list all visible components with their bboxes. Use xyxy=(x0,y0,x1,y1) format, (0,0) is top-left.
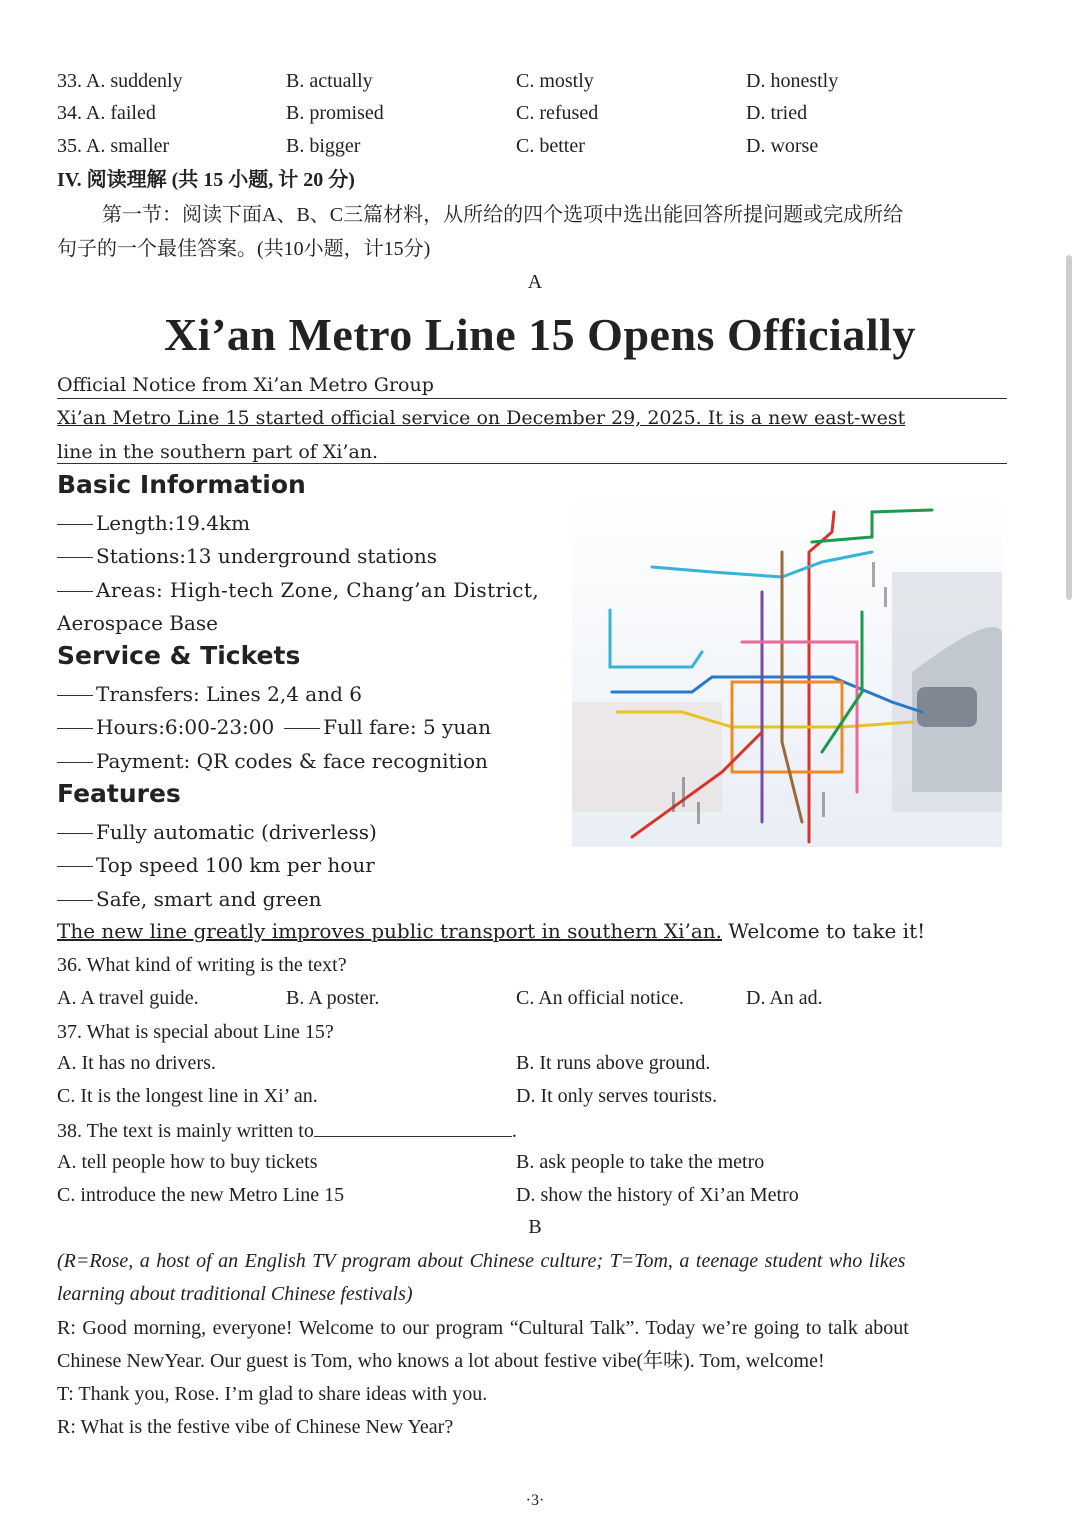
areas-item-cont: Aerospace Base xyxy=(57,611,218,635)
option-b[interactable]: B. actually xyxy=(286,70,373,92)
option-a[interactable]: A. tell people how to buy tickets xyxy=(57,1151,318,1173)
option-b[interactable]: B. It runs above ground. xyxy=(516,1052,711,1074)
question-38-options-row1 xyxy=(57,1151,1017,1177)
option-c[interactable]: C. refused xyxy=(516,102,599,124)
option-b[interactable]: B. bigger xyxy=(286,135,361,157)
notice-text-cont: line in the southern part of Xi’an. xyxy=(57,441,379,463)
option-c[interactable]: C. introduce the new Metro Line 15 xyxy=(57,1184,345,1206)
dash-icon xyxy=(57,866,93,867)
question-37-options-row1 xyxy=(57,1052,1017,1078)
dash-icon xyxy=(57,900,93,901)
dialogue-intro: (R=Rose, a host of an English TV program about Chinese culture; T=Tom, a teenage student who likes xyxy=(57,1250,906,1272)
metro-map-image xyxy=(572,492,1002,847)
transfers-item xyxy=(57,682,362,706)
dash-icon xyxy=(57,833,93,834)
question-34 xyxy=(57,102,1017,128)
hours-text: Hours:6:00-23:00 xyxy=(96,715,275,739)
question-38-stem xyxy=(57,1118,517,1143)
question-36-options xyxy=(57,987,1017,1013)
section-instruction-cont: 句子的一个最佳答案。(共10小题，计15分) xyxy=(57,238,431,260)
fare-text: Full fare: 5 yuan xyxy=(323,715,492,739)
answer-blank[interactable] xyxy=(314,1118,512,1137)
option-a[interactable]: 33. A. suddenly xyxy=(57,70,183,92)
closing-line xyxy=(57,919,925,943)
option-b[interactable]: B. ask people to take the metro xyxy=(516,1151,765,1173)
page-number: ·3· xyxy=(525,1492,545,1509)
option-b[interactable]: B. promised xyxy=(286,102,384,124)
option-d[interactable]: D. honestly xyxy=(746,70,839,92)
question-38-text: 38. The text is mainly written to xyxy=(57,1120,314,1142)
option-d[interactable]: D. worse xyxy=(746,135,819,157)
dash-icon xyxy=(57,762,93,763)
passage-letter: B xyxy=(528,1216,542,1238)
option-a[interactable]: 35. A. smaller xyxy=(57,135,170,157)
dash-icon xyxy=(57,591,93,592)
dash-icon xyxy=(57,728,93,729)
areas-item xyxy=(57,578,539,602)
option-a[interactable]: A. It has no drivers. xyxy=(57,1052,216,1074)
option-c[interactable]: C. mostly xyxy=(516,70,594,92)
length-item xyxy=(57,511,250,535)
stations-text: Stations:13 underground stations xyxy=(96,544,437,568)
dialogue-line: T: Thank you, Rose. I’m glad to share ideas with you. xyxy=(57,1383,488,1405)
section-heading: IV. 阅读理解 (共 15 小题, 计 20 分) xyxy=(57,169,355,191)
question-35 xyxy=(57,135,1017,161)
blank-end: . xyxy=(511,1120,517,1142)
passage-letter: A xyxy=(527,271,543,293)
question-37-options-row2 xyxy=(57,1085,1017,1111)
payment-item xyxy=(57,749,488,773)
closing-underlined: The new line greatly improves public transport in southern Xi’an. xyxy=(57,919,723,943)
dialogue-line: R: Good morning, everyone! Welcome to our program “Cultural Talk”. Today we’re going to talk about xyxy=(57,1317,909,1339)
option-d[interactable]: D. tried xyxy=(746,102,808,124)
question-33 xyxy=(57,70,1017,96)
option-d[interactable]: D. An ad. xyxy=(746,987,823,1009)
question-37-stem: 37. What is special about Line 15? xyxy=(57,1021,334,1043)
feature-text: Fully automatic (driverless) xyxy=(96,820,377,844)
payment-text: Payment: QR codes & face recognition xyxy=(96,749,488,773)
option-c[interactable]: C. It is the longest line in Xi’ an. xyxy=(57,1085,318,1107)
option-a[interactable]: 34. A. failed xyxy=(57,102,156,124)
dash-icon xyxy=(57,524,93,525)
section-instruction: 第一节：阅读下面A、B、C三篇材料，从所给的四个选项中选出能回答所提问题或完成所给 xyxy=(102,204,904,226)
hours-fare-item xyxy=(57,715,491,739)
option-c[interactable]: C. better xyxy=(516,135,585,157)
feature-item xyxy=(57,853,375,877)
option-c[interactable]: C. An official notice. xyxy=(516,987,684,1009)
feature-text: Top speed 100 km per hour xyxy=(96,853,375,877)
question-36-stem: 36. What kind of writing is the text? xyxy=(57,954,347,976)
areas-text: Areas: High-tech Zone, Chang’an District, xyxy=(96,578,540,602)
scrollbar[interactable] xyxy=(1066,255,1072,600)
features-heading: Features xyxy=(57,779,181,808)
dash-icon xyxy=(284,728,320,729)
transfers-text: Transfers: Lines 2,4 and 6 xyxy=(96,682,362,706)
notice-text: Xi’an Metro Line 15 started official service on December 29, 2025. It is a new east-west xyxy=(57,407,906,429)
basic-info-heading: Basic Information xyxy=(57,470,306,499)
page-title: Xi’an Metro Line 15 Opens Officially xyxy=(164,309,916,360)
option-d[interactable]: D. It only serves tourists. xyxy=(516,1085,718,1107)
service-heading: Service & Tickets xyxy=(57,641,301,670)
feature-item xyxy=(57,887,322,911)
divider xyxy=(57,463,1007,464)
dialogue-intro-cont: learning about traditional Chinese festivals) xyxy=(57,1283,413,1305)
feature-item xyxy=(57,820,377,844)
dialogue-line: R: What is the festive vibe of Chinese New Year? xyxy=(57,1416,454,1438)
length-text: Length:19.4km xyxy=(96,511,251,535)
notice-heading: Official Notice from Xi’an Metro Group xyxy=(57,374,434,396)
feature-text: Safe, smart and green xyxy=(96,887,322,911)
option-a[interactable]: A. A travel guide. xyxy=(57,987,199,1009)
divider xyxy=(57,398,1007,399)
option-d[interactable]: D. show the history of Xi’an Metro xyxy=(516,1184,799,1206)
stations-item xyxy=(57,544,437,568)
option-b[interactable]: B. A poster. xyxy=(286,987,380,1009)
dash-icon xyxy=(57,557,93,558)
closing-rest: Welcome to take it! xyxy=(722,919,926,943)
question-38-options-row2 xyxy=(57,1184,1017,1210)
dialogue-line: Chinese NewYear. Our guest is Tom, who knows a lot about festive vibe(年味). Tom, welcome! xyxy=(57,1350,825,1372)
dash-icon xyxy=(57,695,93,696)
